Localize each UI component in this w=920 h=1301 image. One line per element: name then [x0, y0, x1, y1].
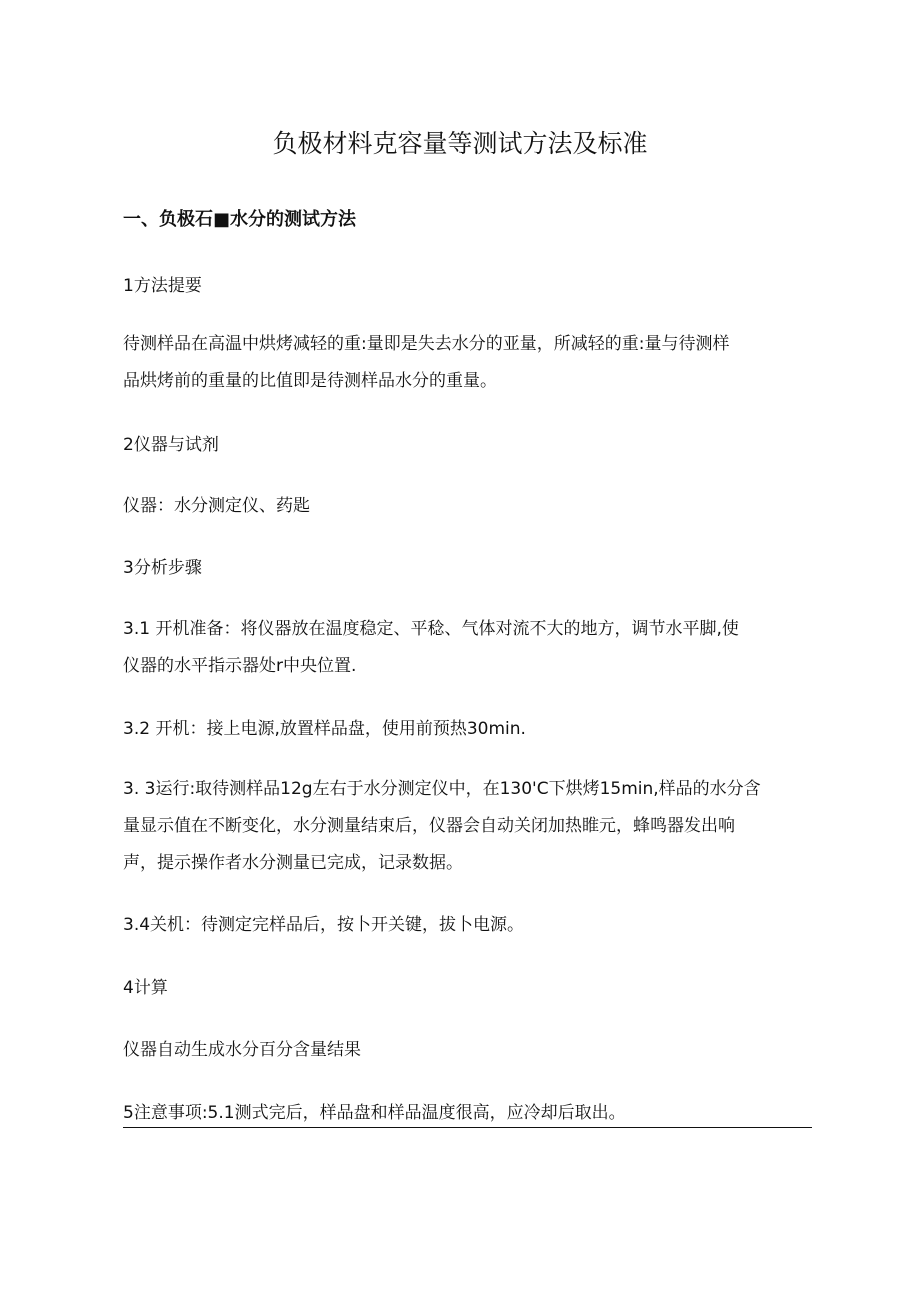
- step-3-3-paragraph: [123, 771, 803, 882]
- step-3-2: 3.2 开机：接上电源,放置样品盘，使用前预热30min.: [123, 719, 526, 739]
- analysis-steps-label: 3分析步骤: [123, 558, 202, 578]
- method-summary-label: 1方法提要: [123, 276, 202, 296]
- step-3-1-paragraph: [123, 611, 803, 685]
- method-summary-line-1: 待测样品在高温中烘烤减轻的重:量即是失去水分的亚量，所减轻的重:量与待测样: [123, 334, 730, 354]
- method-summary-paragraph: [123, 326, 803, 400]
- calculation-label: 4计算: [123, 978, 168, 998]
- footer-divider: [123, 1127, 812, 1128]
- step-3-3-line-2: 量显示值在不断变化，水分测量结束后，仪器会自动关闭加热睢元，蜂鸣器发出响: [123, 816, 735, 836]
- section-heading: 一、负极石■水分的测试方法: [123, 209, 357, 230]
- step-3-3-line-1: 3. 3运行:取待测样品12g左右于水分测定仪中，在130'C下烘烤15min,样品的水分含: [123, 779, 761, 799]
- method-summary-line-2: 品烘烤前的重量的比值即是待测样品水分的重量。: [123, 371, 497, 391]
- step-3-1-line-2: 仪器的水平指示器处r中央位置.: [123, 656, 357, 676]
- calculation-text: 仪器自动生成水分百分含量结果: [123, 1040, 361, 1060]
- step-3-1-line-1: 3.1 开机准备：将仪器放在温度稳定、平稔、气体对流不大的地方，调节水平脚,使: [123, 619, 739, 639]
- step-3-3-line-3: 声，提示操作者水分测量已完成，记录数据。: [123, 853, 463, 873]
- instruments-text: 仪器：水分测定仪、药匙: [123, 496, 310, 516]
- step-3-4: 3.4关机：待测定完样品后，按卜开关键，拔卜电源。: [123, 915, 525, 935]
- notes-text: 5注意事项:5.1测式完后，样品盘和样品温度很高，应冷却后取出。: [123, 1103, 626, 1123]
- document-title: 负极材料克容量等测试方法及标准: [272, 129, 648, 158]
- instruments-label: 2仪器与试剂: [123, 435, 219, 455]
